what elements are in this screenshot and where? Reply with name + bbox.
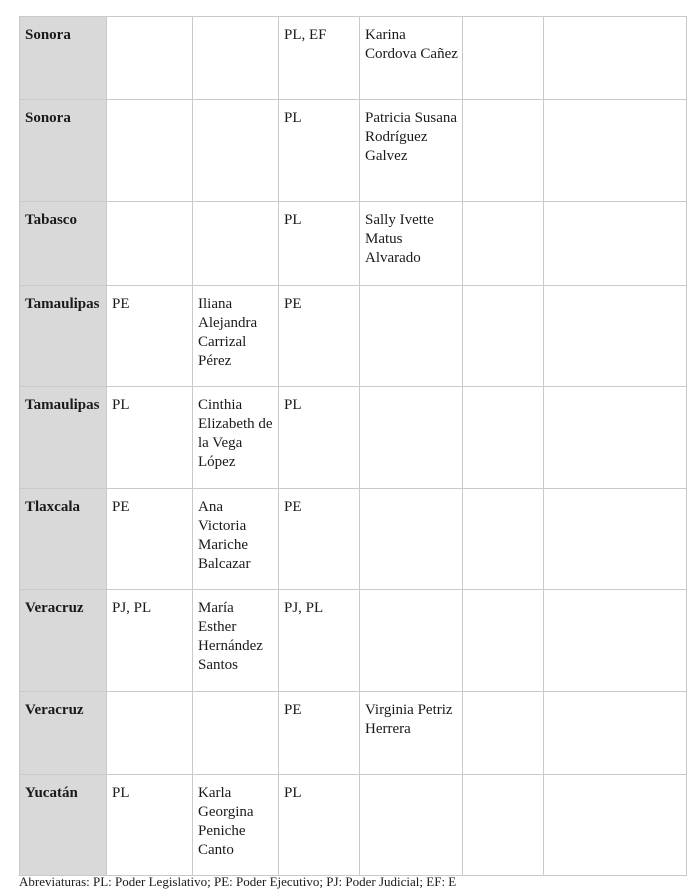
table-cell bbox=[463, 100, 544, 202]
table-cell: PL bbox=[107, 387, 193, 489]
document-page bbox=[19, 16, 686, 876]
table-row bbox=[20, 387, 687, 489]
table-cell: Iliana Alejandra Carrizal Pérez bbox=[193, 286, 279, 387]
table-cell bbox=[360, 590, 463, 692]
table-cell: PL, EF bbox=[279, 17, 360, 100]
table-row bbox=[20, 202, 687, 286]
table-cell: PJ, PL bbox=[107, 590, 193, 692]
state-cell: Tabasco bbox=[20, 202, 107, 286]
table-cell bbox=[107, 17, 193, 100]
abbreviations-note: Abreviaturas: PL: Poder Legislativo; PE: Poder Ejecutivo; PJ: Poder Judicial; EF: E bbox=[19, 874, 457, 889]
state-cell: Tamaulipas bbox=[20, 387, 107, 489]
state-cell: Yucatán bbox=[20, 775, 107, 876]
table-cell bbox=[463, 775, 544, 876]
table-cell bbox=[544, 387, 687, 489]
table-cell bbox=[463, 692, 544, 775]
table-row bbox=[20, 100, 687, 202]
state-cell: Veracruz bbox=[20, 590, 107, 692]
state-cell: Veracruz bbox=[20, 692, 107, 775]
state-cell: Sonora bbox=[20, 100, 107, 202]
table-cell: PE bbox=[107, 286, 193, 387]
table-cell bbox=[544, 100, 687, 202]
table-cell: Cinthia Elizabeth de la Vega López bbox=[193, 387, 279, 489]
table-cell bbox=[544, 489, 687, 590]
officials-table bbox=[19, 16, 687, 876]
table-cell: Karla Georgina Peniche Canto bbox=[193, 775, 279, 876]
table-cell: PJ, PL bbox=[279, 590, 360, 692]
table-cell bbox=[360, 387, 463, 489]
table-row bbox=[20, 775, 687, 876]
table-cell bbox=[463, 17, 544, 100]
table-row bbox=[20, 17, 687, 100]
state-cell: Tlaxcala bbox=[20, 489, 107, 590]
table-cell bbox=[107, 692, 193, 775]
table-cell bbox=[544, 590, 687, 692]
table-cell bbox=[107, 100, 193, 202]
table-cell: PE bbox=[107, 489, 193, 590]
table-cell bbox=[463, 387, 544, 489]
table-cell bbox=[193, 100, 279, 202]
table-cell bbox=[360, 286, 463, 387]
table-cell: Virginia Petriz Herrera bbox=[360, 692, 463, 775]
table-cell bbox=[463, 590, 544, 692]
table-row bbox=[20, 692, 687, 775]
state-cell: Sonora bbox=[20, 17, 107, 100]
table-cell bbox=[544, 202, 687, 286]
table-cell bbox=[544, 692, 687, 775]
table-cell: María Esther Hernández Santos bbox=[193, 590, 279, 692]
table-cell: PE bbox=[279, 692, 360, 775]
table-row bbox=[20, 286, 687, 387]
table-row bbox=[20, 489, 687, 590]
table-cell bbox=[463, 202, 544, 286]
table-cell: Karina Cordova Cañez bbox=[360, 17, 463, 100]
table-cell bbox=[544, 286, 687, 387]
table-cell bbox=[193, 202, 279, 286]
table-cell: Patricia Susana Rodríguez Galvez bbox=[360, 100, 463, 202]
table-cell: PL bbox=[107, 775, 193, 876]
table-cell bbox=[360, 489, 463, 590]
table-cell bbox=[463, 489, 544, 590]
table-cell bbox=[544, 17, 687, 100]
table-cell bbox=[544, 775, 687, 876]
table-cell: PL bbox=[279, 775, 360, 876]
table-cell: PE bbox=[279, 286, 360, 387]
table-cell: PE bbox=[279, 489, 360, 590]
table-row bbox=[20, 590, 687, 692]
table-cell bbox=[193, 17, 279, 100]
table-cell: Sally Ivette Matus Alvarado bbox=[360, 202, 463, 286]
table-cell bbox=[360, 775, 463, 876]
table-cell: Ana Victoria Mariche Balcazar bbox=[193, 489, 279, 590]
table-cell bbox=[193, 692, 279, 775]
table-cell bbox=[463, 286, 544, 387]
table-cell bbox=[107, 202, 193, 286]
table-cell: PL bbox=[279, 387, 360, 489]
table-cell: PL bbox=[279, 100, 360, 202]
table-cell: PL bbox=[279, 202, 360, 286]
state-cell: Tamaulipas bbox=[20, 286, 107, 387]
